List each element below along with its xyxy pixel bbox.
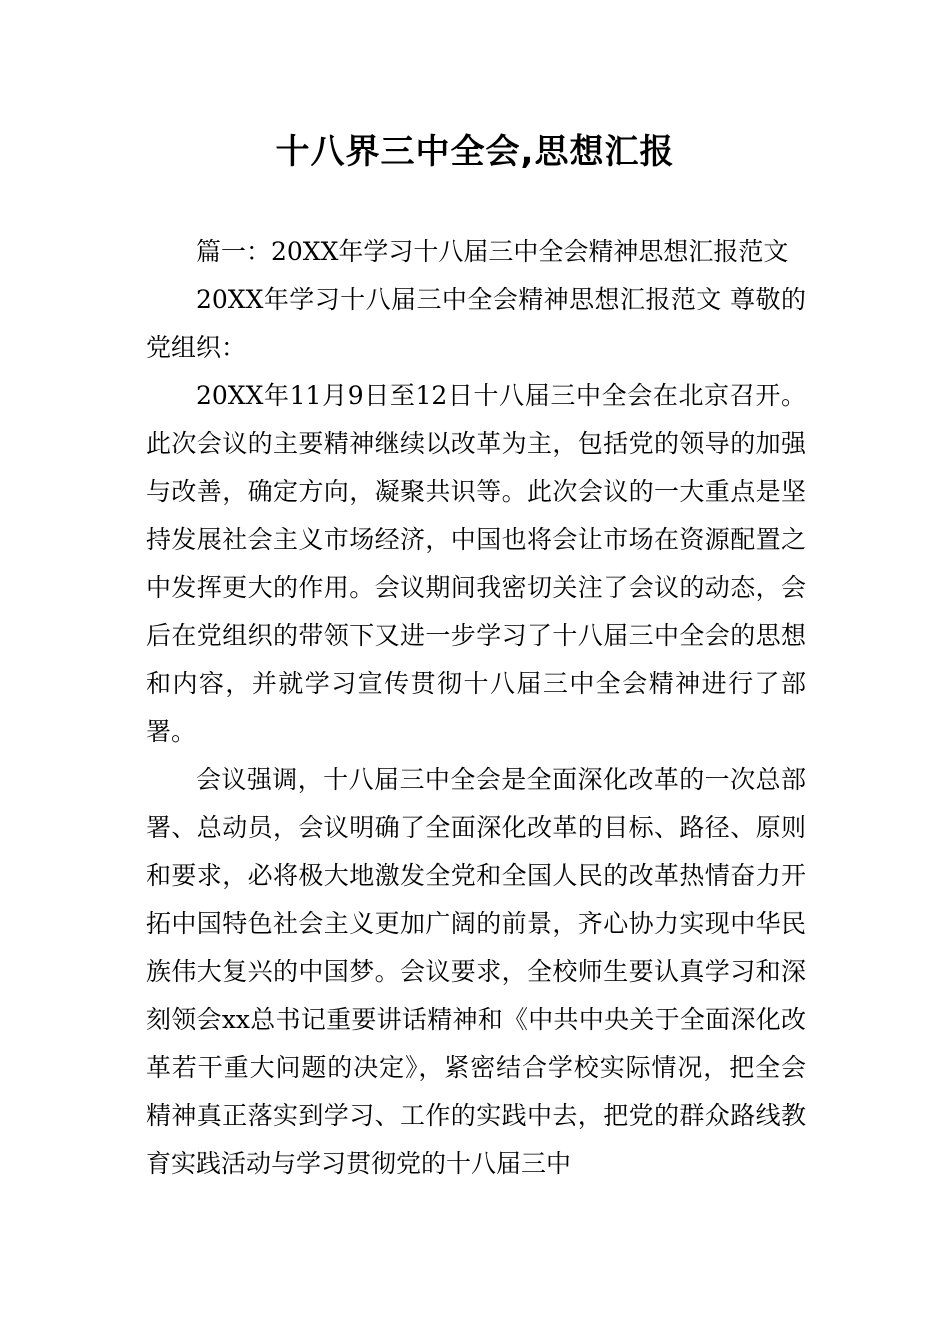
document-body [146, 228, 806, 1188]
paragraph-salutation: 20XX年学习十八届三中全会精神思想汇报范文 尊敬的党组织： [146, 285, 806, 362]
paragraph-2: 会议强调，十八届三中全会是全面深化改革的一次总部署、总动员，会议明确了全面深化改革的目标、路径、原则和要求，必将极大地激发全党和全国人民的改革热情奋力开拓中国特色社会主义更加广阔的前景，齐心协力实现中华民族伟大复兴的中国梦。会议要求，全校师生要认真学习和深刻领会xx总书记重要讲话精神和《中共中央关于全面深化改革若干重大问题的决定》，紧密结合学校实际情况，把全会精神真正落实到学习、工作的实践中去，把党的群众路线教育实践活动与学习贯彻党的十八届三中 [146, 765, 806, 1178]
document-title: 十八界三中全会,思想汇报 [275, 132, 675, 172]
paragraph-heading: 篇一：20XX年学习十八届三中全会精神思想汇报范文 [196, 237, 789, 266]
paragraph-1: 20XX年11月9日至12日十八届三中全会在北京召开。此次会议的主要精神继续以改革为主，包括党的领导的加强与改善，确定方向，凝聚共识等。此次会议的一大重点是坚持发展社会主义市场经济，中国也将会让市场在资源配置之中发挥更大的作用。会议期间我密切关注了会议的动态，会后在党组织的带领下又进一步学习了十八届三中全会的思想和内容，并就学习宣传贯彻十八届三中全会精神进行了部署。 [146, 381, 806, 746]
